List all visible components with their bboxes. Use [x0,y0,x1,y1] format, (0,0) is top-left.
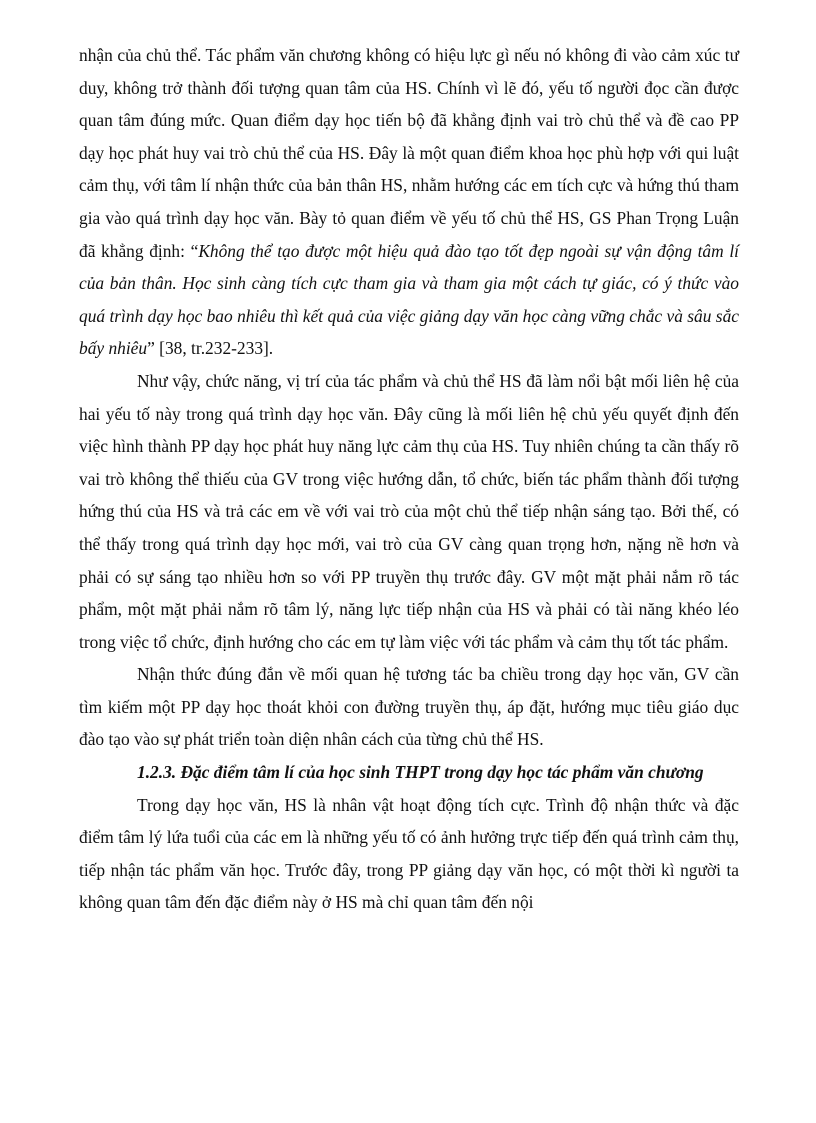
paragraph-1 [79,39,739,365]
section-heading: 1.2.3. Đặc điểm tâm lí của học sinh THPT trong dạy học tác phẩm văn chương [137,762,704,783]
paragraph-1-citation: ” [38, tr.232-233]. [147,338,274,359]
document-page [79,39,739,919]
paragraph-2: Như vậy, chức năng, vị trí của tác phẩm và chủ thể HS đã làm nổi bật mối liên hệ của hai yếu tố này trong quá trình dạy học văn. Đây cũng là mối liên hệ chủ yếu quyết định đến việc hình thành PP dạy học phát huy năng lực cảm thụ của HS. Tuy nhiên chúng ta cần thấy rõ vai trò không thể thiếu của GV trong việc hướng dẫn, tổ chức, biến tác phẩm thành đối tượng hứng thú của HS và trả các em về với vai trò của một chủ thể tiếp nhận sáng tạo. Bởi thế, có thể thấy trong quá trình dạy học mới, vai trò của GV càng quan trọng hơn, nặng nề hơn và phải có sự sáng tạo nhiều hơn so với PP truyền thụ trước đây. GV một mặt phải nắm rõ tác phẩm, một mặt phải nắm rõ tâm lý, năng lực tiếp nhận của HS và phải có tài năng khéo léo trong việc tổ chức, định hướng cho các em tự làm việc với tác phẩm và cảm thụ tốt tác phẩm. [79,370,739,652]
paragraph-4: Trong dạy học văn, HS là nhân vật hoạt động tích cực. Trình độ nhận thức và đặc điểm tâm lý lứa tuổi của các em là những yếu tố có ảnh hưởng trực tiếp đến quá trình cảm thụ, tiếp nhận tác phẩm văn học. Trước đây, trong PP giảng dạy văn học, có một thời kì người ta không quan tâm đến đặc điểm này ở HS mà chỉ quan tâm đến nội [79,794,739,913]
paragraph-1-quote: Không thể tạo được một hiệu quả đào tạo tốt đẹp ngoài sự vận động tâm lí của bản thân. Học sinh càng tích cực tham gia và tham gia một cách tự giác, có ý thức vào quá trình dạy học bao nhiêu thì kết quả của việc giảng dạy văn học càng vững chắc và sâu sắc bấy nhiêu [79,240,739,359]
paragraph-1-lead: nhận của chủ thể. Tác phẩm văn chương không có hiệu lực gì nếu nó không đi vào cảm xúc tư duy, không trở thành đối tượng quan tâm của HS. Chính vì lẽ đó, yếu tố người đọc cần được quan tâm đúng mức. Quan điểm dạy học tiến bộ đã khẳng định vai trò chủ thể và đề cao PP dạy học phát huy vai trò chủ thể của HS. Đây là một quan điểm khoa học phù hợp với qui luật cảm thụ, với tâm lí nhận thức của bản thân HS, nhằm hướng các em tích cực và hứng thú tham gia vào quá trình dạy học văn. Bày tỏ quan điểm về yếu tố chủ thể HS, GS Phan Trọng Luận đã khẳng định: “ [79,45,739,261]
paragraph-3: Nhận thức đúng đắn về mối quan hệ tương tác ba chiều trong dạy học văn, GV cần tìm kiếm một PP dạy học thoát khỏi con đường truyền thụ, áp đặt, hướng mục tiêu giáo dục đào tạo vào sự phát triển toàn diện nhân cách của từng chủ thể HS. [79,664,739,750]
